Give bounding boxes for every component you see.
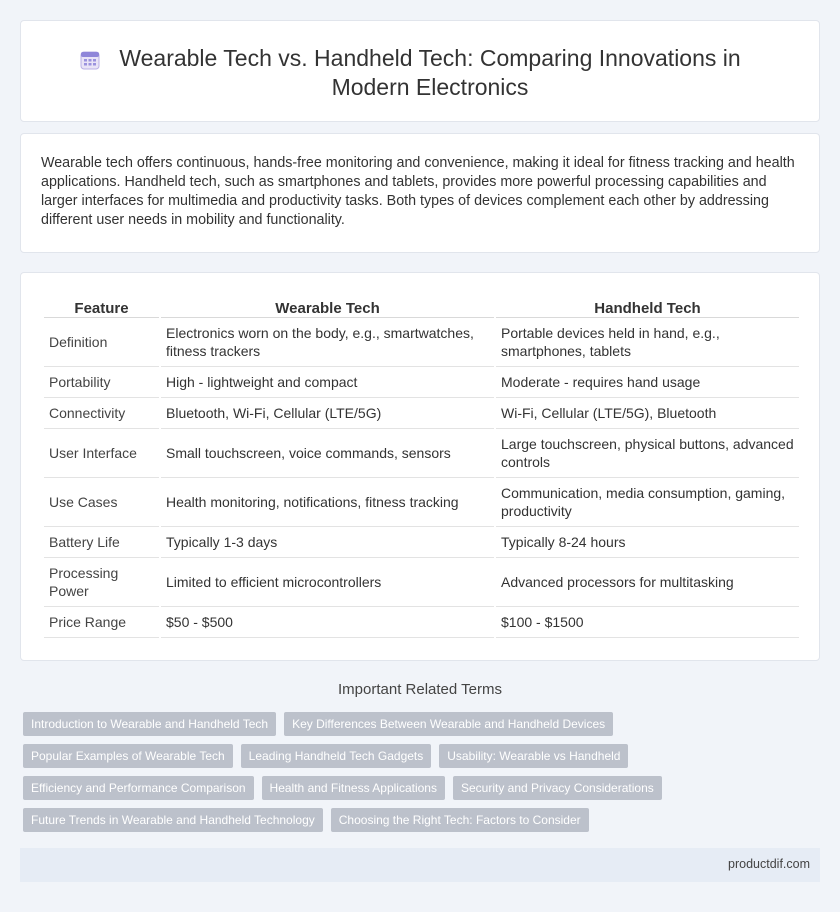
row-wearable: High - lightweight and compact	[161, 367, 494, 398]
row-handheld: Communication, media consumption, gaming, productivity	[496, 478, 799, 527]
intro-card	[20, 133, 820, 253]
table-row	[44, 429, 799, 478]
row-feature: User Interface	[44, 429, 159, 478]
related-term-tag[interactable]: Future Trends in Wearable and Handheld Technology	[23, 808, 323, 832]
row-handheld: $100 - $1500	[496, 607, 799, 638]
row-handheld: Portable devices held in hand, e.g., smartphones, tablets	[496, 318, 799, 367]
page-title: Wearable Tech vs. Handheld Tech: Comparing Innovations in Modern Electronics	[119, 45, 741, 100]
row-feature: Battery Life	[44, 527, 159, 558]
row-feature: Connectivity	[44, 398, 159, 429]
table-row	[44, 318, 799, 367]
related-term-tag[interactable]: Security and Privacy Considerations	[453, 776, 662, 800]
row-feature: Price Range	[44, 607, 159, 638]
row-wearable: Typically 1-3 days	[161, 527, 494, 558]
row-wearable: $50 - $500	[161, 607, 494, 638]
intro-text: Wearable tech offers continuous, hands-free monitoring and convenience, making it ideal for fitness tracking and health applications. Handheld tech, such as smartphones and tablets, provides more powerful processing capabilities and larger interfaces for multimedia and productivity tasks. Both types of devices complement each other by addressing different user needs in mobility and functionality.	[41, 155, 795, 228]
header-feature: Feature	[44, 297, 159, 318]
row-handheld: Typically 8-24 hours	[496, 527, 799, 558]
row-feature: Definition	[44, 318, 159, 367]
footer	[20, 848, 820, 882]
related-terms-list	[23, 712, 813, 840]
comparison-card	[20, 272, 820, 661]
related-term-tag[interactable]: Choosing the Right Tech: Factors to Consider	[331, 808, 589, 832]
header-handheld: Handheld Tech	[496, 297, 799, 318]
table-row	[44, 527, 799, 558]
table-row	[44, 367, 799, 398]
row-handheld: Large touchscreen, physical buttons, advanced controls	[496, 429, 799, 478]
row-handheld: Wi-Fi, Cellular (LTE/5G), Bluetooth	[496, 398, 799, 429]
row-wearable: Health monitoring, notifications, fitness tracking	[161, 478, 494, 527]
row-wearable: Small touchscreen, voice commands, sensors	[161, 429, 494, 478]
related-term-tag[interactable]: Health and Fitness Applications	[262, 776, 445, 800]
table-row	[44, 398, 799, 429]
row-feature: Use Cases	[44, 478, 159, 527]
related-term-tag[interactable]: Leading Handheld Tech Gadgets	[241, 744, 432, 768]
table-header-row	[44, 297, 799, 318]
related-term-tag[interactable]: Usability: Wearable vs Handheld	[439, 744, 628, 768]
footer-site[interactable]: productdif.com	[728, 857, 810, 871]
row-wearable: Electronics worn on the body, e.g., smartwatches, fitness trackers	[161, 318, 494, 367]
row-wearable: Bluetooth, Wi-Fi, Cellular (LTE/5G)	[161, 398, 494, 429]
row-handheld: Advanced processors for multitasking	[496, 558, 799, 607]
row-feature: Processing Power	[44, 558, 159, 607]
related-term-tag[interactable]: Efficiency and Performance Comparison	[23, 776, 254, 800]
comparison-table	[42, 297, 801, 638]
title-card	[20, 20, 820, 122]
table-row	[44, 558, 799, 607]
related-term-tag[interactable]: Popular Examples of Wearable Tech	[23, 744, 233, 768]
related-term-tag[interactable]: Introduction to Wearable and Handheld Tech	[23, 712, 276, 736]
row-wearable: Limited to efficient microcontrollers	[161, 558, 494, 607]
related-terms-title: Important Related Terms	[338, 681, 502, 698]
header-wearable: Wearable Tech	[161, 297, 494, 318]
table-row	[44, 478, 799, 527]
row-handheld: Moderate - requires hand usage	[496, 367, 799, 398]
related-term-tag[interactable]: Key Differences Between Wearable and Handheld Devices	[284, 712, 613, 736]
table-row	[44, 607, 799, 638]
row-feature: Portability	[44, 367, 159, 398]
